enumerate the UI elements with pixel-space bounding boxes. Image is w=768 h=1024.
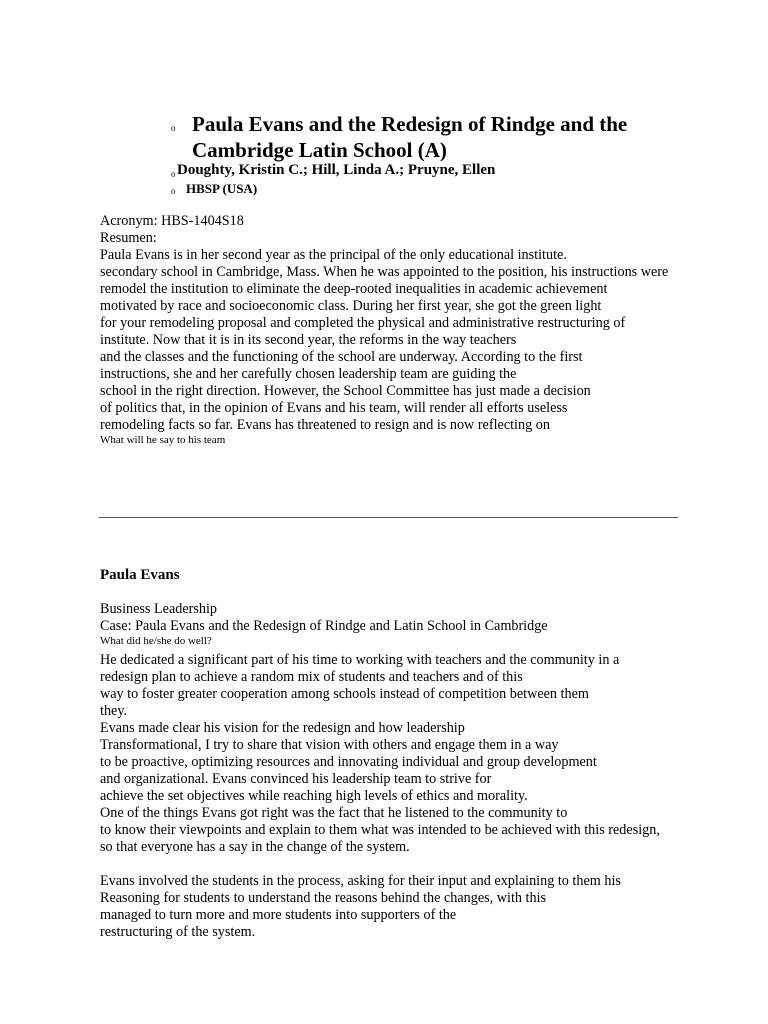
body-line: Evans involved the students in the process, asking for their input and explaining to them his — [100, 873, 621, 889]
body-line: way to foster greater cooperation among schools instead of competition between them — [100, 686, 589, 702]
body-line: He dedicated a significant part of his time to working with teachers and the community in a — [100, 652, 620, 668]
acronym: Acronym: HBS-1404S18 — [100, 213, 244, 229]
body-line: and organizational. Evans convinced his leadership team to strive for — [100, 771, 492, 787]
body-line: managed to turn more and more students into supporters of the — [100, 907, 457, 923]
bullet-marker-title: o — [171, 123, 176, 133]
document-title-line-2: Cambridge Latin School (A) — [192, 138, 447, 162]
abstract-line: institute. Now that it is in its second year, the reforms in the way teachers — [100, 332, 517, 348]
abstract-line: motivated by race and socioeconomic class. During her first year, she got the green light — [100, 298, 602, 314]
abstract-line: for your remodeling proposal and completed the physical and administrative restructuring of — [100, 315, 626, 331]
bullet-marker-authors: o — [171, 169, 176, 179]
bullet-marker-publisher: o — [171, 186, 176, 196]
authors: Doughty, Kristin C.; Hill, Linda A.; Pruyne, Ellen — [177, 162, 496, 178]
body-line: they. — [100, 703, 128, 719]
abstract-line: Paula Evans is in her second year as the principal of the only educational institute. — [100, 247, 567, 263]
body-line: achieve the set objectives while reaching high levels of ethics and morality. — [100, 788, 528, 804]
resumen-label: Resumen: — [100, 230, 157, 246]
abstract-closing-question: What will he say to his team — [100, 434, 226, 446]
abstract-line: school in the right direction. However, the School Committee has just made a decision — [100, 383, 591, 399]
body-line: redesign plan to achieve a random mix of students and teachers and of this — [100, 669, 523, 685]
paragraph-spacer — [100, 856, 660, 873]
body-line: One of the things Evans got right was the fact that he listened to the community to — [100, 805, 568, 821]
body-line: Reasoning for students to understand the reasons behind the changes, with this — [100, 890, 547, 906]
body-line: restructuring of the system. — [100, 924, 256, 940]
abstract-line: secondary school in Cambridge, Mass. When he was appointed to the position, his instructions were — [100, 264, 669, 280]
analysis-block — [100, 601, 660, 941]
abstract-line: remodel the institution to eliminate the deep-rooted inequalities in academic achievement — [100, 281, 608, 297]
subject-label: Business Leadership — [100, 601, 218, 617]
question-heading: What did he/she do well? — [100, 635, 212, 647]
body-line: Evans made clear his vision for the redesign and how leadership — [100, 720, 465, 736]
case-title: Case: Paula Evans and the Redesign of Rindge and Latin School in Cambridge — [100, 618, 548, 634]
publisher: HBSP (USA) — [186, 181, 258, 196]
abstract-line: of politics that, in the opinion of Evans and his team, will render all efforts useless — [100, 400, 568, 416]
section-heading: Paula Evans — [100, 567, 180, 583]
body-line: so that everyone has a say in the change of the system. — [100, 839, 410, 855]
abstract-line: remodeling facts so far. Evans has threatened to resign and is now reflecting on — [100, 417, 550, 433]
document-title — [192, 111, 627, 163]
body-line: Transformational, I try to share that vision with others and engage them in a way — [100, 737, 559, 753]
abstract-line: and the classes and the functioning of the school are underway. According to the first — [100, 349, 583, 365]
body-line: to know their viewpoints and explain to them what was intended to be achieved with this redesign, — [100, 822, 660, 838]
abstract-line: instructions, she and her carefully chosen leadership team are guiding the — [100, 366, 517, 382]
document-title-line-1: Paula Evans and the Redesign of Rindge and the — [192, 112, 628, 136]
body-line: to be proactive, optimizing resources and innovating individual and group development — [100, 754, 597, 770]
abstract-block — [100, 213, 668, 447]
horizontal-divider — [99, 517, 678, 518]
